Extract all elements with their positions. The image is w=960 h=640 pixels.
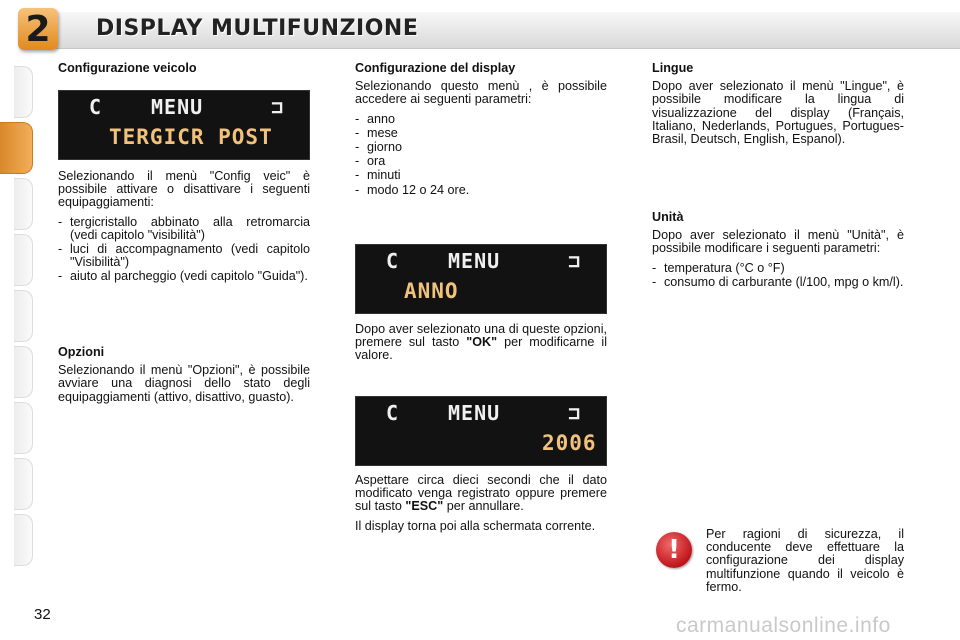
- options-text: Selezionando il menù "Opzioni", è possibile avviare una diagnosi dello stato degli equipaggiamenti (attivo, disattivo, guasto).: [58, 363, 310, 404]
- lcd-menu-text: MENU: [448, 249, 501, 273]
- units-list: [652, 262, 904, 289]
- chapter-tab[interactable]: [14, 402, 33, 454]
- options-heading: Opzioni: [58, 345, 105, 359]
- lcd-line2: TERGICR POST: [109, 125, 273, 149]
- esc-instruction-text: [355, 474, 607, 514]
- esc-text-end: per annullare.: [443, 499, 524, 514]
- vehicle-config-heading: Configurazione veicolo: [58, 61, 197, 75]
- list-item: - luci di accompagnamento (vedi capitolo "Visibilità"): [58, 243, 310, 269]
- return-text: Il display torna poi alla schermata corrente.: [355, 518, 596, 533]
- languages-text: Dopo aver selezionato il menù "Lingue", è possibile modificare la lingua di visualizzazione del display (Français, Italiano, Nederlands, Portugues, Portugues-Brasil, Deutsch, English, Espanol).: [652, 79, 904, 147]
- display-config-intro: Selezionando questo menù , è possibile accedere ai seguenti parametri:: [355, 79, 607, 107]
- list-item: - giorno: [355, 141, 607, 154]
- options-section: [58, 346, 310, 410]
- esc-text-start: Aspettare circa dieci secondi che il dato modificato venga registrato oppure premere sul tasto: [355, 473, 607, 514]
- lcd-screen-year: [355, 396, 607, 466]
- chapter-tab[interactable]: [14, 66, 33, 118]
- chapter-tab[interactable]: [14, 290, 33, 342]
- languages-heading: Lingue: [652, 61, 694, 75]
- watermark: carmanualsonline.info: [676, 614, 891, 637]
- esc-instruction: [355, 474, 607, 539]
- languages-section: [652, 62, 904, 152]
- lcd-screen-vehicle: [58, 90, 310, 160]
- lcd-right-glyph: ⊐: [271, 95, 285, 119]
- list-item: - tergicristallo abbinato alla retromarcia (vedi capitolo "visibilità"): [58, 216, 310, 242]
- chapter-badge: 2: [18, 8, 58, 50]
- lcd-left-glyph: C: [386, 401, 400, 425]
- display-config-section: [355, 62, 607, 198]
- chapter-tab[interactable]: [14, 178, 33, 230]
- list-item: - ora: [355, 155, 607, 168]
- chapter-tab[interactable]: [14, 514, 33, 566]
- display-config-heading: Configurazione del display: [355, 61, 516, 75]
- ok-text-start: Dopo aver selezionato una di queste opzioni, premere sul tasto: [355, 322, 607, 350]
- chapter-tab[interactable]: [14, 346, 33, 398]
- page-title: DISPLAY MULTIFUNZIONE: [96, 16, 419, 41]
- lcd-menu-text: MENU: [151, 95, 204, 119]
- lcd-line2: ANNO: [404, 279, 459, 303]
- lcd-line2: 2006: [542, 431, 597, 455]
- list-item: - consumo di carburante (l/100, mpg o km/l).: [652, 276, 904, 289]
- lcd-screen-anno: [355, 244, 607, 314]
- column-left: [58, 62, 310, 80]
- page-number: 32: [34, 606, 51, 623]
- list-item: - mese: [355, 127, 607, 140]
- list-item: - minuti: [355, 169, 607, 182]
- esc-key-label: "ESC": [405, 499, 444, 514]
- units-heading: Unità: [652, 210, 684, 224]
- chapter-tab[interactable]: [14, 234, 33, 286]
- list-item: - anno: [355, 113, 607, 126]
- vehicle-config-intro: Selezionando il menù "Config veic" è possibile attivare o disattivare i seguenti equipaggiamenti:: [58, 169, 310, 210]
- ok-instruction: [355, 323, 607, 369]
- vehicle-config-body: [58, 170, 310, 285]
- vehicle-config-list: [58, 216, 310, 284]
- list-item: - aiuto al parcheggio (vedi capitolo "Guida").: [58, 270, 310, 283]
- warning-text: Per ragioni di sicurezza, il conducente deve effettuare la configurazione dei display multifunzione quando il veicolo è fermo.: [706, 527, 904, 594]
- ok-key-label: "OK": [466, 335, 498, 350]
- list-item: - modo 12 o 24 ore.: [355, 184, 607, 197]
- warning-icon: !: [656, 532, 692, 568]
- lcd-left-glyph: C: [386, 249, 400, 273]
- page-header: [0, 0, 960, 52]
- chapter-tab-strip: [0, 66, 34, 576]
- display-config-list: [355, 113, 607, 197]
- lcd-right-glyph: ⊐: [568, 249, 582, 273]
- lcd-left-glyph: C: [89, 95, 103, 119]
- units-text: Dopo aver selezionato il menù "Unità", è possibile modificare i seguenti parametri:: [652, 228, 904, 256]
- ok-text-end: per modificarne il valore.: [355, 335, 607, 363]
- lcd-menu-text: MENU: [448, 401, 501, 425]
- chapter-tab-active[interactable]: [0, 122, 33, 174]
- lcd-right-glyph: ⊐: [568, 401, 582, 425]
- chapter-tab[interactable]: [14, 458, 33, 510]
- units-section: [652, 211, 904, 290]
- list-item: - temperatura (°C o °F): [652, 262, 904, 275]
- ok-instruction-text: [355, 323, 607, 363]
